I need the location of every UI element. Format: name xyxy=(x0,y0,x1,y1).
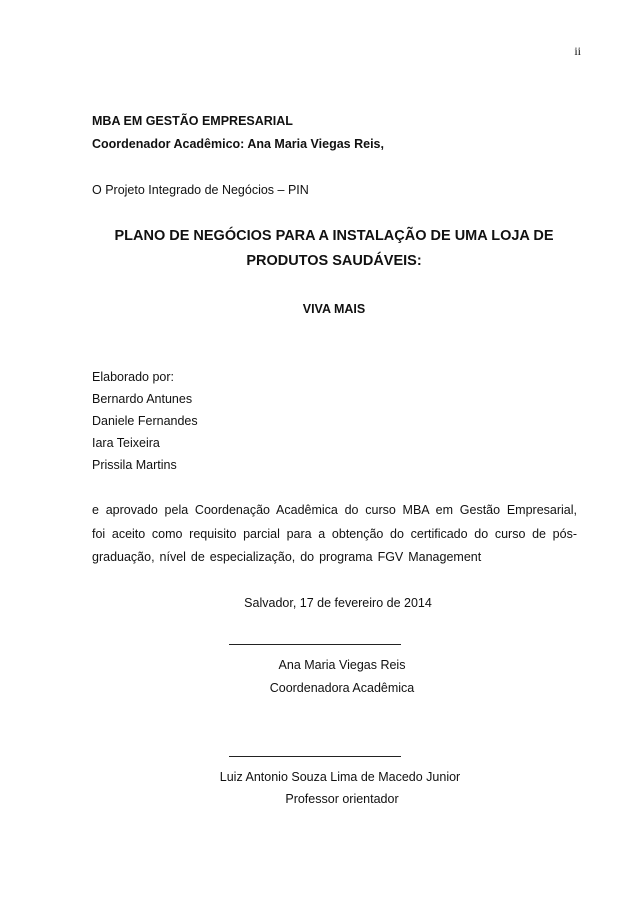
author-name: Daniele Fernandes xyxy=(92,414,198,428)
place-date: Salvador, 17 de fevereiro de 2014 xyxy=(244,596,432,610)
approval-paragraph: e aprovado pela Coordenação Acadêmica do curso MBA em Gestão Empresarial, foi aceito como requisito parcial para a obtenção do certificado do curso de pós-graduação, nível de especialização, do programa FGV Management xyxy=(92,503,577,564)
document-subtitle: VIVA MAIS xyxy=(302,302,366,316)
program-name: MBA EM GESTÃO EMPRESARIAL xyxy=(92,114,293,128)
document-title-line-2: PRODUTOS SAUDÁVEIS: xyxy=(246,253,422,269)
signatory-name: Luiz Antonio Souza Lima de Macedo Junior xyxy=(219,770,461,784)
signatory-role: Professor orientador xyxy=(285,792,399,806)
signatory-name: Ana Maria Viegas Reis xyxy=(278,658,406,672)
author-name: Prissila Martins xyxy=(92,458,177,472)
author-name: Bernardo Antunes xyxy=(92,392,193,406)
authors-label: Elaborado por: xyxy=(92,370,175,384)
coordinator-line: Coordenador Acadêmico: Ana Maria Viegas Reis, xyxy=(92,137,384,151)
signature-line xyxy=(229,644,401,645)
document-title-line-1: PLANO DE NEGÓCIOS PARA A INSTALAÇÃO DE UMA LOJA DE xyxy=(114,228,554,244)
page-number: ii xyxy=(574,44,581,58)
signature-line xyxy=(229,756,401,757)
signatory-role: Coordenadora Acadêmica xyxy=(269,681,415,695)
project-line: O Projeto Integrado de Negócios – PIN xyxy=(92,183,309,197)
author-name: Iara Teixeira xyxy=(92,436,160,450)
